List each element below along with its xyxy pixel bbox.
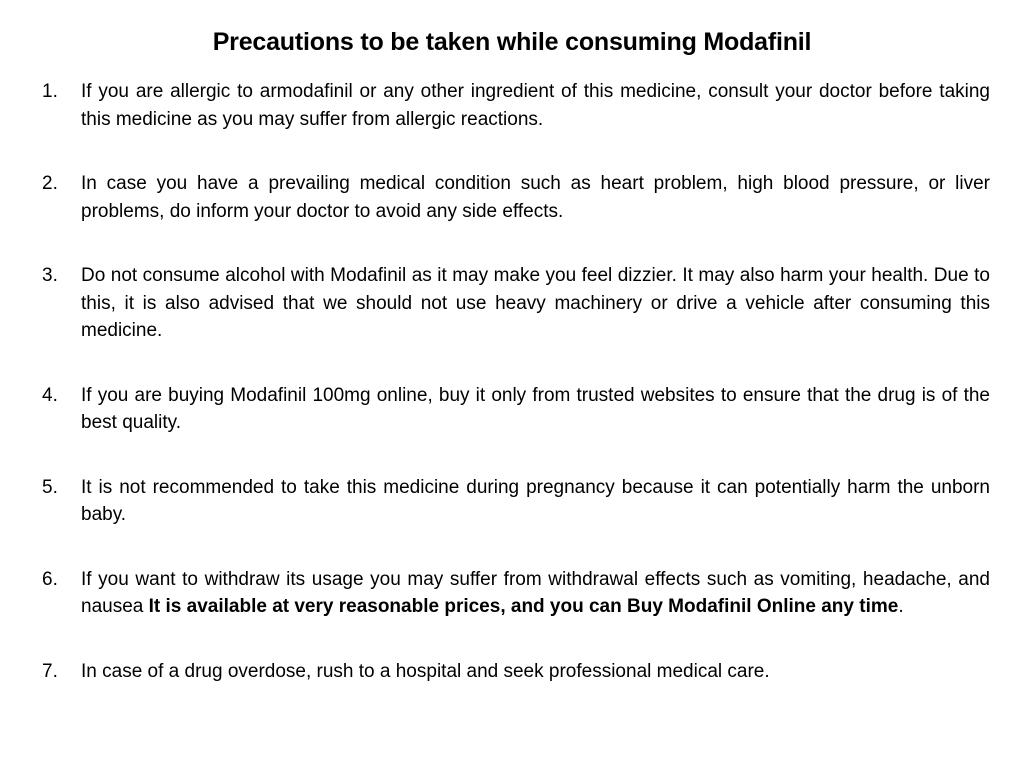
item-number: 1. (42, 81, 58, 102)
item-text: In case of a drug overdose, rush to a hospital and seek professional medical care. (81, 660, 770, 682)
list-item (0, 382, 1024, 437)
item-text: It is not recommended to take this medicine during pregnancy because it can potentially harm the unborn baby. (81, 476, 990, 525)
list-item (0, 474, 1024, 529)
item-number: 5. (42, 476, 58, 498)
item-number: 7. (42, 660, 58, 682)
item-number: 4. (42, 384, 58, 406)
item-text: If you are allergic to armodafinil or any other ingredient of this medicine, consult your doctor before taking this medicine as you may suffer from allergic reactions. (81, 81, 990, 130)
item-text: If you want to withdraw its usage you may suffer from withdrawal effects such as vomiting, headache, and nausea (81, 568, 990, 617)
page-title: Precautions to be taken while consuming Modafinil (212, 28, 812, 56)
item-trailing-text: . (898, 596, 904, 617)
item-text: If you are buying Modafinil 100mg online, buy it only from trusted websites to ensure that the drug is of the best quality. (81, 384, 990, 433)
list-item (0, 566, 1024, 621)
item-number: 6. (42, 568, 58, 590)
item-text: Do not consume alcohol with Modafinil as it may make you feel dizzier. It may also harm your health. Due to this, it is also advised that we should not use heavy machinery or drive a vehicle after consuming this medicine. (81, 265, 990, 341)
item-number: 2. (42, 173, 58, 194)
list-item (0, 262, 1024, 345)
list-item (0, 170, 1024, 225)
list-item (0, 78, 1024, 133)
item-text: In case you have a prevailing medical condition such as heart problem, high blood pressure, or liver problems, do inform your doctor to avoid any side effects. (81, 173, 990, 222)
precautions-list (0, 78, 1024, 722)
item-bold-text: It is available at very reasonable prices, and you can Buy Modafinil Online any time (148, 596, 899, 617)
item-number: 3. (42, 265, 58, 286)
list-item (0, 658, 1024, 686)
